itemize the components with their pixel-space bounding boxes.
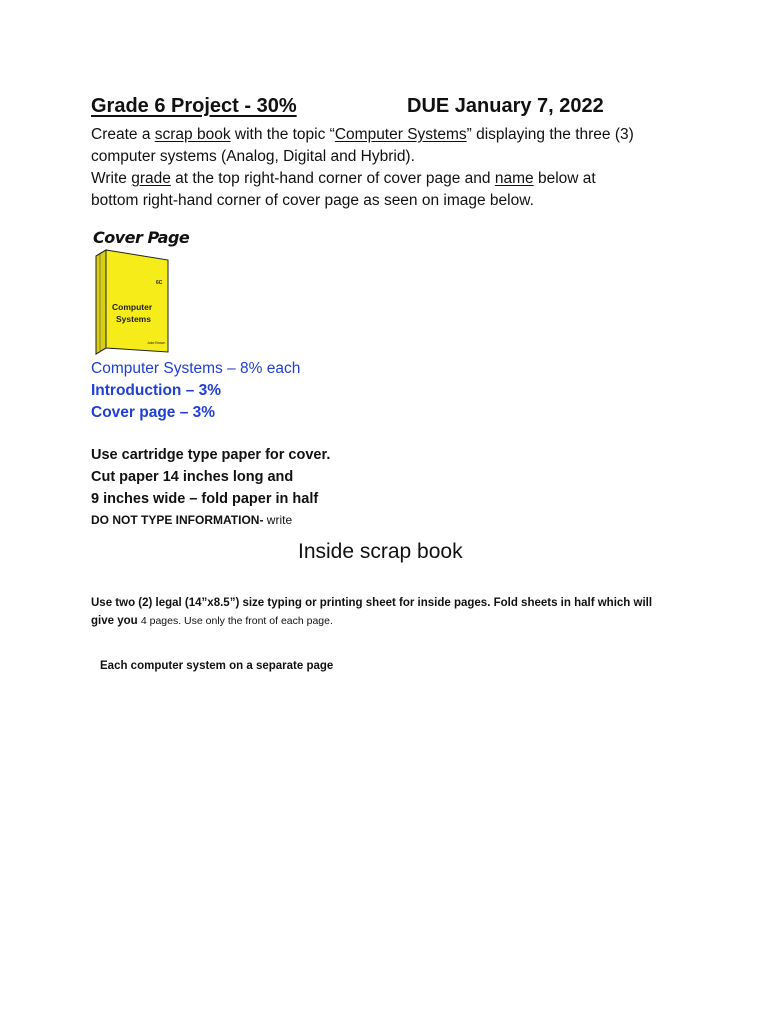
instruction-line-3	[91, 168, 596, 191]
cover-book-illustration	[92, 248, 172, 358]
inside-instruction-line-1: Use two (2) legal (14”x8.5”) size typing or printing sheet for inside pages. Fold sheets in half which will	[91, 597, 653, 609]
computer-systems-underlined: Computer Systems	[334, 126, 467, 143]
grading-computer-systems: Computer Systems – 8% each	[91, 360, 301, 377]
project-title: Grade 6 Project - 30%	[91, 95, 297, 117]
cover-width-instruction: 9 inches wide – fold paper in half	[91, 491, 319, 507]
due-date: DUE January 7, 2022	[407, 95, 604, 117]
cover-author-text: Jake Brown	[147, 341, 166, 345]
text-segment: at the top right-hand corner of cover page and	[170, 170, 495, 187]
inside-instruction-line-3: Each computer system on a separate page	[100, 660, 334, 672]
text-segment: 4 pages. Use only the front of each page.	[140, 615, 333, 627]
inside-instruction-line-2	[91, 615, 333, 627]
text-segment: with the topic “	[230, 126, 335, 143]
no-type-note	[91, 511, 292, 529]
cover-title-line-1: Computer	[112, 302, 153, 312]
note-regular-text: write	[266, 513, 293, 527]
text-segment: give you	[91, 615, 141, 627]
cover-grade-text: 6C	[156, 280, 163, 286]
instruction-line-1	[91, 124, 634, 147]
text-segment: ” displaying the three (3)	[466, 126, 634, 143]
cover-page-label: Cover Page	[93, 228, 190, 247]
grading-cover-page: Cover page – 3%	[91, 404, 216, 421]
cover-length-instruction: Cut paper 14 inches long and	[91, 469, 294, 485]
book-cover-shape	[106, 250, 168, 352]
cover-paper-instruction: Use cartridge type paper for cover.	[91, 447, 331, 463]
scrap-book-underlined: scrap book	[154, 126, 231, 143]
text-segment: below at	[533, 170, 596, 187]
text-segment: Write	[91, 170, 132, 187]
instruction-line-2: computer systems (Analog, Digital and Hybrid).	[91, 148, 415, 165]
note-bold-text: DO NOT TYPE INFORMATION-	[91, 513, 267, 527]
name-underlined: name	[494, 170, 534, 187]
grading-introduction: Introduction – 3%	[91, 382, 222, 399]
text-segment: Create a	[91, 126, 155, 143]
cover-title-line-2: Systems	[116, 314, 151, 324]
instruction-line-4: bottom right-hand corner of cover page as seen on image below.	[91, 192, 534, 209]
grade-underlined: grade	[131, 170, 171, 187]
inside-section-title: Inside scrap book	[298, 540, 463, 563]
